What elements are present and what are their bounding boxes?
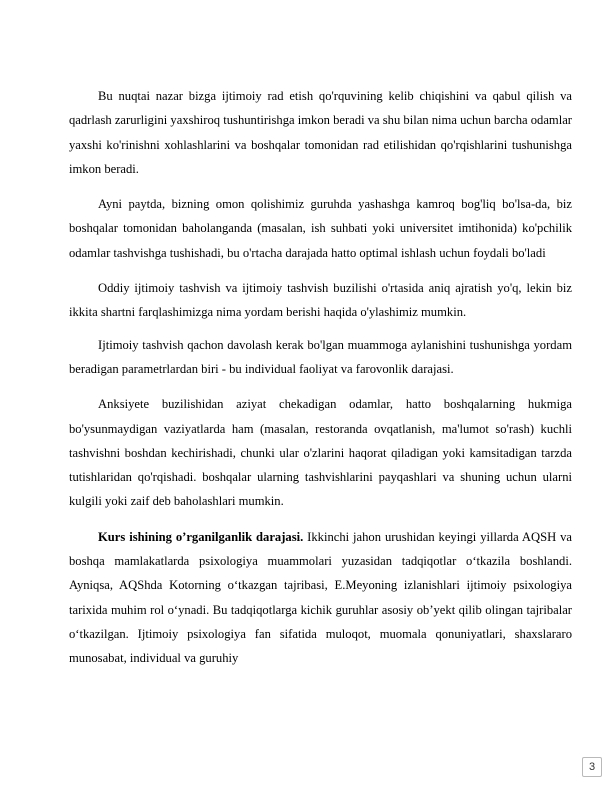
page-number-badge: 3 (582, 757, 602, 777)
paragraph-4: Ijtimoiy tashvish qachon davolash kerak bo'lgan muammoga aylanishini tushunishga yordam beradigan parametrlardan biri - bu individual faoliyat va farovonlik darajasi. (69, 337, 572, 376)
paragraph-3: Oddiy ijtimoiy tashvish va ijtimoiy tashvish buzilishi o'rtasida aniq ajratish yo'q, lekin biz ikkita shartni farqlashimizga nima yordam berishi haqida o'ylashimiz mumkin. (69, 281, 572, 320)
paragraph-5: Anksiyete buzilishidan aziyat chekadigan odamlar, hatto boshqalarning hukmiga bo'ysunmaydigan vaziyatlarda ham (masalan, restoranda ovqatlanish, ma'lumot so'rash) kuchli tashvishni boshdan kechirishadi, chunki ular o'zlarini haqorat qiladigan yoki kamsitadigan tarzda tutishlaridan qo'rqishadi. boshqalar ularning tashvishlarini payqashlari va shuning uchun ularni kulgili yoki zaif deb baholashlari mumkin. (69, 397, 572, 509)
section-paragraph (69, 525, 572, 671)
section-heading: Kurs ishining o’rganilganlik darajasi. (98, 529, 304, 544)
paragraph-2: Ayni paytda, bizning omon qolishimiz guruhda yashashga kamroq bog'liq bo'lsa-da, biz boshqalar tomonidan baholanganda (masalan, ish suhbati yoki universitet imtihonida) ko'pchilik odamlar tashvishga tushishadi, bu o'rtacha darajada hatto optimal ishlash uchun foydali bo'ladi (69, 197, 572, 260)
document-body (69, 84, 572, 671)
paragraph-1: Bu nuqtai nazar bizga ijtimoiy rad etish qo'rquvining kelib chiqishini va qabul qilish va qadrlash zarurligini yaxshiroq tushuntirishga imkon beradi va shu bilan nima uchun barcha odamlar yaxshi ko'rinishni xohlashlarini va boshqalar tomonidan rad etilishidan qo'rqishlarini tushunishga imkon beradi. (69, 89, 572, 176)
section-text: Ikkinchi jahon urushidan keyingi yillarda AQSH va boshqa mamlakatlarda psixologiya muammolari yuzasidan tadqiqotlar o‘tkazila boshlandi. Ayniqsa, AQShda Kotorning o‘tkazgan tajribasi, E.Meyoning izlanishlari ijtimoiy psixologiya tarixida muhim rol o‘ynadi. Bu tadqiqotlarga kichik guruhlar asosiy ob’yekt qilib olingan tajribalar o‘tkazilgan. Ijtimoiy psixologiya fan sifatida muloqot, muomala qonuniyatlari, shaxslararo munosabat, individual va guruhiy (69, 529, 572, 666)
